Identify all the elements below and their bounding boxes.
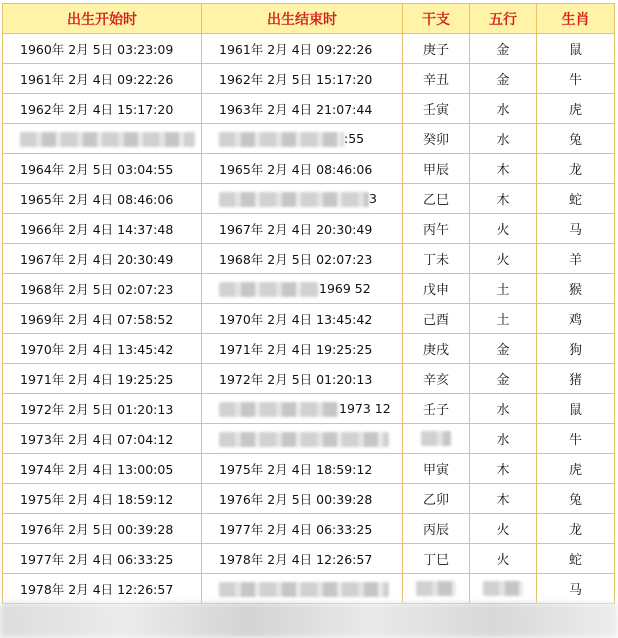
cell-shengxiao	[537, 244, 615, 274]
cell-shengxiao-text: 龙	[568, 163, 582, 178]
cell-birth-start-text: 1960年 2月 5日 03:23:09	[20, 41, 174, 57]
cell-wuxing	[470, 424, 537, 454]
cell-birth-start-text: 1971年 2月 4日 19:25:25	[20, 371, 174, 387]
table-row	[3, 454, 615, 484]
cell-wuxing-text: 水	[496, 403, 510, 418]
cell-ganzhi-text: 庚子	[422, 43, 449, 58]
cell-wuxing-text: 土	[496, 283, 510, 298]
cell-wuxing-text: 金	[496, 343, 510, 358]
cell-ganzhi	[403, 34, 470, 64]
cell-ganzhi	[403, 124, 470, 154]
cell-birth-start	[3, 364, 202, 394]
cell-birth-end-text: 1965年 2月 4日 08:46:06	[219, 161, 373, 177]
cell-ganzhi-text: 丁未	[422, 253, 449, 268]
redacted-area	[20, 132, 195, 147]
cell-ganzhi	[403, 244, 470, 274]
cell-shengxiao-text: 虎	[568, 463, 582, 478]
cell-birth-start-text: 1975年 2月 4日 18:59:12	[20, 491, 174, 507]
redacted-area	[219, 432, 389, 447]
cell-wuxing	[470, 154, 537, 184]
table-row	[3, 244, 615, 274]
cell-ganzhi-text: 壬子	[422, 403, 449, 418]
cell-birth-end-text: 1967年 2月 4日 20:30:49	[219, 221, 373, 237]
cell-wuxing-text: 金	[496, 373, 510, 388]
table-row	[3, 94, 615, 124]
cell-birth-start-text: 1973年 2月 4日 07:04:12	[20, 431, 174, 447]
cell-birth-end-text: 3	[369, 190, 377, 206]
cell-shengxiao	[537, 304, 615, 334]
cell-shengxiao-text: 龙	[568, 523, 582, 538]
cell-birth-end	[202, 364, 403, 394]
cell-ganzhi-text: 戊申	[422, 283, 449, 298]
cell-shengxiao	[537, 184, 615, 214]
cell-shengxiao-text: 兔	[568, 133, 582, 148]
cell-shengxiao-text: 蛇	[568, 193, 582, 208]
cell-shengxiao	[537, 394, 615, 424]
cell-wuxing-text: 木	[496, 493, 510, 508]
cell-birth-end-text: 1962年 2月 5日 15:17:20	[219, 71, 373, 87]
cell-birth-end	[202, 64, 403, 94]
cell-wuxing	[470, 64, 537, 94]
table-row	[3, 184, 615, 214]
table-row	[3, 544, 615, 574]
cell-shengxiao	[537, 364, 615, 394]
cell-shengxiao-text: 牛	[568, 73, 582, 88]
cell-birth-start-text: 1977年 2月 4日 06:33:25	[20, 551, 174, 567]
cell-shengxiao-text: 羊	[568, 253, 582, 268]
cell-birth-start-text: 1969年 2月 4日 07:58:52	[20, 311, 174, 327]
cell-ganzhi-text: 庚戌	[422, 343, 449, 358]
cell-shengxiao	[537, 214, 615, 244]
cell-birth-end-text: 1968年 2月 5日 02:07:23	[219, 251, 373, 267]
redacted-area	[219, 192, 369, 207]
cell-birth-start-text: 1962年 2月 4日 15:17:20	[20, 101, 174, 117]
cell-ganzhi	[403, 304, 470, 334]
cell-wuxing	[470, 184, 537, 214]
header-ganzhi: 干支	[403, 4, 470, 34]
cell-birth-end	[202, 484, 403, 514]
cell-wuxing-text: 水	[496, 103, 510, 118]
cell-birth-start	[3, 94, 202, 124]
redacted-area	[219, 132, 344, 147]
cell-shengxiao-text: 鼠	[568, 43, 582, 58]
zodiac-year-table	[2, 3, 615, 604]
cell-ganzhi	[403, 484, 470, 514]
cell-shengxiao-text: 鸡	[568, 313, 582, 328]
cell-shengxiao	[537, 124, 615, 154]
cell-birth-end-text: 1961年 2月 4日 09:22:26	[219, 41, 373, 57]
cell-ganzhi-text: 壬寅	[422, 103, 449, 118]
table-row	[3, 484, 615, 514]
cell-ganzhi-text: 乙巳	[422, 193, 449, 208]
cell-wuxing	[470, 244, 537, 274]
cell-birth-start-text: 1974年 2月 4日 13:00:05	[20, 461, 174, 477]
cell-ganzhi-text: 癸卯	[422, 133, 449, 148]
cell-wuxing-text: 火	[496, 253, 510, 268]
cell-birth-start	[3, 334, 202, 364]
cell-ganzhi	[403, 94, 470, 124]
cell-shengxiao	[537, 574, 615, 604]
cell-shengxiao	[537, 514, 615, 544]
cell-ganzhi	[403, 424, 470, 454]
cell-birth-start-text: 1970年 2月 4日 13:45:42	[20, 341, 174, 357]
cell-ganzhi	[403, 214, 470, 244]
cell-birth-end-text: 1972年 2月 5日 01:20:13	[219, 371, 373, 387]
cell-shengxiao-text: 猪	[568, 373, 582, 388]
cell-birth-end-text: 1970年 2月 4日 13:45:42	[219, 311, 373, 327]
cell-birth-end	[202, 424, 403, 454]
cell-shengxiao	[537, 334, 615, 364]
cell-shengxiao-text: 鼠	[568, 403, 582, 418]
cell-birth-start	[3, 514, 202, 544]
cell-shengxiao	[537, 454, 615, 484]
cell-shengxiao	[537, 94, 615, 124]
cell-birth-end-text: 1975年 2月 4日 18:59:12	[219, 461, 373, 477]
cell-shengxiao	[537, 64, 615, 94]
cell-ganzhi-text: 己酉	[422, 313, 449, 328]
cell-shengxiao-text: 马	[568, 223, 582, 238]
cell-birth-end-text: :55	[344, 130, 365, 146]
cell-birth-start-text: 1976年 2月 5日 00:39:28	[20, 521, 174, 537]
table-row	[3, 64, 615, 94]
table-row	[3, 124, 615, 154]
cell-ganzhi-text: 丙午	[422, 223, 449, 238]
cell-wuxing	[470, 454, 537, 484]
cell-birth-end	[202, 514, 403, 544]
cell-shengxiao-text: 蛇	[568, 553, 582, 568]
table-row	[3, 334, 615, 364]
cell-wuxing	[470, 574, 537, 604]
cell-wuxing-text: 木	[496, 193, 510, 208]
cell-birth-start	[3, 574, 202, 604]
cell-birth-end	[202, 304, 403, 334]
cell-birth-start-text: 1968年 2月 5日 02:07:23	[20, 281, 174, 297]
cell-birth-start	[3, 544, 202, 574]
table-row	[3, 154, 615, 184]
header-birth-end: 出生结束时	[202, 4, 403, 34]
table-row	[3, 34, 615, 64]
cell-wuxing-text: 金	[496, 73, 510, 88]
header-shengxiao: 生肖	[537, 4, 615, 34]
cell-shengxiao	[537, 34, 615, 64]
cell-wuxing	[470, 364, 537, 394]
redacted-area	[219, 402, 339, 417]
table-row	[3, 274, 615, 304]
cell-birth-end	[202, 154, 403, 184]
cell-wuxing-text: 水	[496, 433, 510, 448]
cell-ganzhi	[403, 574, 470, 604]
cell-birth-end	[202, 454, 403, 484]
redacted-area	[219, 582, 389, 597]
cell-birth-end	[202, 34, 403, 64]
cell-wuxing	[470, 94, 537, 124]
redacted-area	[483, 581, 523, 596]
cell-birth-end-text: 1971年 2月 4日 19:25:25	[219, 341, 373, 357]
cell-ganzhi-text: 丙辰	[422, 523, 449, 538]
cell-wuxing	[470, 274, 537, 304]
cell-wuxing	[470, 484, 537, 514]
cell-birth-start	[3, 214, 202, 244]
cell-ganzhi-text: 辛亥	[422, 373, 449, 388]
cell-shengxiao-text: 兔	[568, 493, 582, 508]
cell-wuxing	[470, 304, 537, 334]
cell-birth-end	[202, 274, 403, 304]
cell-birth-start	[3, 394, 202, 424]
redacted-area	[421, 431, 451, 446]
cell-birth-start	[3, 154, 202, 184]
cell-wuxing	[470, 334, 537, 364]
table-row	[3, 514, 615, 544]
header-wuxing: 五行	[470, 4, 537, 34]
header-row	[3, 4, 615, 34]
cell-birth-end-text: 1963年 2月 4日 21:07:44	[219, 101, 373, 117]
cell-shengxiao-text: 牛	[568, 433, 582, 448]
cell-wuxing	[470, 214, 537, 244]
cell-wuxing-text: 火	[496, 223, 510, 238]
cell-birth-start-text: 1964年 2月 5日 03:04:55	[20, 161, 174, 177]
cell-birth-start-text: 1978年 2月 4日 12:26:57	[20, 581, 174, 597]
cell-ganzhi	[403, 154, 470, 184]
cell-birth-start-text: 1966年 2月 4日 14:37:48	[20, 221, 174, 237]
cell-ganzhi	[403, 274, 470, 304]
cell-birth-end	[202, 124, 403, 154]
cell-wuxing-text: 水	[496, 133, 510, 148]
table-row	[3, 364, 615, 394]
cell-birth-start	[3, 304, 202, 334]
cell-birth-start	[3, 64, 202, 94]
header-birth-start: 出生开始时	[3, 4, 202, 34]
cell-wuxing-text: 木	[496, 163, 510, 178]
cell-shengxiao	[537, 274, 615, 304]
cell-birth-end	[202, 184, 403, 214]
cell-shengxiao	[537, 544, 615, 574]
cell-wuxing-text: 金	[496, 43, 510, 58]
cell-wuxing-text: 火	[496, 553, 510, 568]
cell-ganzhi	[403, 334, 470, 364]
cell-birth-start-text: 1967年 2月 4日 20:30:49	[20, 251, 174, 267]
cell-birth-start-text: 1961年 2月 4日 09:22:26	[20, 71, 174, 87]
cell-wuxing	[470, 34, 537, 64]
cell-wuxing	[470, 124, 537, 154]
cell-wuxing	[470, 514, 537, 544]
cell-shengxiao-text: 虎	[568, 103, 582, 118]
cell-birth-start	[3, 484, 202, 514]
cell-ganzhi	[403, 544, 470, 574]
redacted-area	[219, 282, 319, 297]
cell-birth-end	[202, 544, 403, 574]
cell-birth-start	[3, 184, 202, 214]
cell-ganzhi-text: 辛丑	[422, 73, 449, 88]
cell-birth-start-text: 1965年 2月 4日 08:46:06	[20, 191, 174, 207]
cell-wuxing-text: 土	[496, 313, 510, 328]
table-row	[3, 574, 615, 604]
cell-wuxing	[470, 544, 537, 574]
cell-birth-end	[202, 334, 403, 364]
cell-ganzhi-text: 乙卯	[422, 493, 449, 508]
cell-ganzhi-text: 甲辰	[422, 163, 449, 178]
table-row	[3, 214, 615, 244]
cell-birth-end	[202, 244, 403, 274]
cell-ganzhi	[403, 184, 470, 214]
cell-shengxiao	[537, 424, 615, 454]
cell-birth-start	[3, 274, 202, 304]
cell-birth-end	[202, 574, 403, 604]
cell-shengxiao-text: 马	[568, 583, 582, 598]
cell-ganzhi	[403, 394, 470, 424]
cell-birth-start	[3, 124, 202, 154]
cell-ganzhi	[403, 364, 470, 394]
cell-birth-end	[202, 394, 403, 424]
cell-shengxiao	[537, 154, 615, 184]
cell-shengxiao-text: 猴	[568, 283, 582, 298]
cell-ganzhi-text: 丁巳	[422, 553, 449, 568]
redacted-area	[416, 581, 456, 596]
cell-birth-start	[3, 454, 202, 484]
cell-ganzhi	[403, 514, 470, 544]
table-row	[3, 394, 615, 424]
cell-birth-start	[3, 424, 202, 454]
cell-wuxing-text: 火	[496, 523, 510, 538]
cell-birth-end	[202, 214, 403, 244]
cell-ganzhi	[403, 64, 470, 94]
cell-ganzhi-text: 甲寅	[422, 463, 449, 478]
cell-ganzhi	[403, 454, 470, 484]
cell-birth-end-text: 1977年 2月 4日 06:33:25	[219, 521, 373, 537]
cell-wuxing	[470, 394, 537, 424]
cell-birth-end-text: 1978年 2月 4日 12:26:57	[219, 551, 373, 567]
cell-birth-end	[202, 94, 403, 124]
cell-birth-end-text: 1973 12	[339, 400, 391, 416]
table-row	[3, 424, 615, 454]
cell-shengxiao-text: 狗	[568, 343, 582, 358]
cell-birth-start	[3, 244, 202, 274]
cell-birth-end-text: 1976年 2月 5日 00:39:28	[219, 491, 373, 507]
blurred-bottom-row	[0, 603, 618, 638]
cell-wuxing-text: 木	[496, 463, 510, 478]
cell-birth-start-text: 1972年 2月 5日 01:20:13	[20, 401, 174, 417]
table-row	[3, 304, 615, 334]
cell-birth-start	[3, 34, 202, 64]
cell-shengxiao	[537, 484, 615, 514]
cell-birth-end-text: 1969 52	[319, 280, 371, 296]
